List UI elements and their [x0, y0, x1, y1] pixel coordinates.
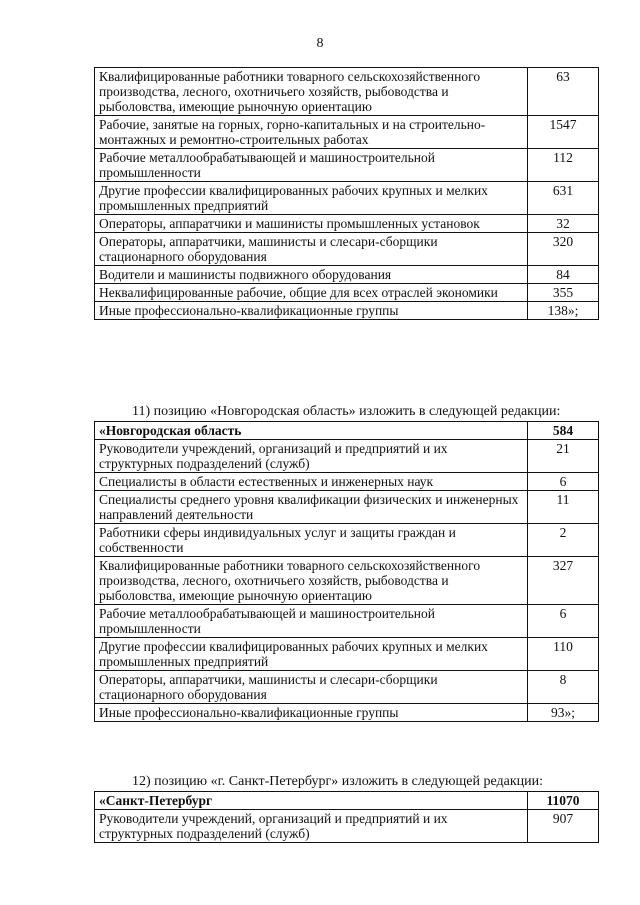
table-row: [95, 182, 599, 215]
table-header-row: [95, 792, 599, 810]
row-label: Другие профессии квалифицированных рабочих крупных и мелких промышленных предприятий: [95, 182, 528, 215]
row-value: 355: [528, 284, 599, 302]
row-label: Квалифицированные работники товарного сельскохозяйственного производства, лесного, охотничьего хозяйств, рыбоводства и рыболовства, имеющие рыночную ориентацию: [95, 68, 528, 116]
row-label: Иные профессионально-квалификационные группы: [95, 704, 528, 722]
row-label: Работники сферы индивидуальных услуг и защиты граждан и собственности: [95, 524, 528, 557]
row-value: 2: [528, 524, 599, 557]
row-label: Иные профессионально-квалификационные группы: [95, 302, 528, 320]
row-value: 63: [528, 68, 599, 116]
table-row: [95, 557, 599, 605]
table-row: [95, 284, 599, 302]
row-value: 631: [528, 182, 599, 215]
row-value: 110: [528, 638, 599, 671]
table-previous-region: [94, 67, 599, 320]
row-label: Другие профессии квалифицированных рабочих крупных и мелких промышленных предприятий: [95, 638, 528, 671]
row-label: Рабочие, занятые на горных, горно-капитальных и на строительно-монтажных и ремонтно-строительных работах: [95, 116, 528, 149]
row-value: 1547: [528, 116, 599, 149]
table-row: [95, 440, 599, 473]
table-row: [95, 116, 599, 149]
row-label: Руководители учреждений, организаций и предприятий и их структурных подразделений (служб): [95, 440, 528, 473]
table-row: [95, 638, 599, 671]
row-label: Операторы, аппаратчики, машинисты и слесари-сборщики стационарного оборудования: [95, 233, 528, 266]
row-label: Неквалифицированные рабочие, общие для всех отраслей экономики: [95, 284, 528, 302]
page-number: 8: [316, 36, 324, 51]
table-row: [95, 524, 599, 557]
region-total: 584: [528, 422, 599, 440]
table-row: [95, 605, 599, 638]
row-value: 138»;: [528, 302, 599, 320]
row-label: Квалифицированные работники товарного сельскохозяйственного производства, лесного, охотничьего хозяйств, рыбоводства и рыболовства, имеющие рыночную ориентацию: [95, 557, 528, 605]
region-total: 11070: [528, 792, 599, 810]
region-name: «Санкт-Петербург: [95, 792, 528, 810]
table-row: [95, 671, 599, 704]
row-label: Специалисты среднего уровня квалификации физических и инженерных направлений деятельности: [95, 491, 528, 524]
table-row: [95, 68, 599, 116]
row-value: 93»;: [528, 704, 599, 722]
table-row: [95, 149, 599, 182]
section-12-caption: 12) позицию «г. Санкт-Петербург» изложить в следующей редакции:: [132, 774, 543, 789]
table-header-row: [95, 422, 599, 440]
row-value: 11: [528, 491, 599, 524]
row-label: Рабочие металлообрабатывающей и машиностроительной промышленности: [95, 149, 528, 182]
table-row: [95, 810, 599, 843]
table-row: [95, 704, 599, 722]
row-value: 21: [528, 440, 599, 473]
table-row: [95, 215, 599, 233]
row-label: Операторы, аппаратчики, машинисты и слесари-сборщики стационарного оборудования: [95, 671, 528, 704]
region-name: «Новгородская область: [95, 422, 528, 440]
row-value: 112: [528, 149, 599, 182]
row-label: Водители и машинисты подвижного оборудования: [95, 266, 528, 284]
row-value: 320: [528, 233, 599, 266]
row-value: 6: [528, 473, 599, 491]
row-value: 6: [528, 605, 599, 638]
row-value: 907: [528, 810, 599, 843]
table-row: [95, 302, 599, 320]
row-value: 84: [528, 266, 599, 284]
row-value: 327: [528, 557, 599, 605]
row-label: Руководители учреждений, организаций и предприятий и их структурных подразделений (служб): [95, 810, 528, 843]
row-label: Операторы, аппаратчики и машинисты промышленных установок: [95, 215, 528, 233]
table-row: [95, 233, 599, 266]
table-novgorod: [94, 421, 599, 722]
table-row: [95, 491, 599, 524]
row-label: Рабочие металлообрабатывающей и машиностроительной промышленности: [95, 605, 528, 638]
table-row: [95, 266, 599, 284]
table-saint-petersburg: [94, 791, 599, 843]
row-value: 32: [528, 215, 599, 233]
row-label: Специалисты в области естественных и инженерных наук: [95, 473, 528, 491]
section-11-caption: 11) позицию «Новгородская область» изложить в следующей редакции:: [132, 404, 561, 419]
table-row: [95, 473, 599, 491]
row-value: 8: [528, 671, 599, 704]
